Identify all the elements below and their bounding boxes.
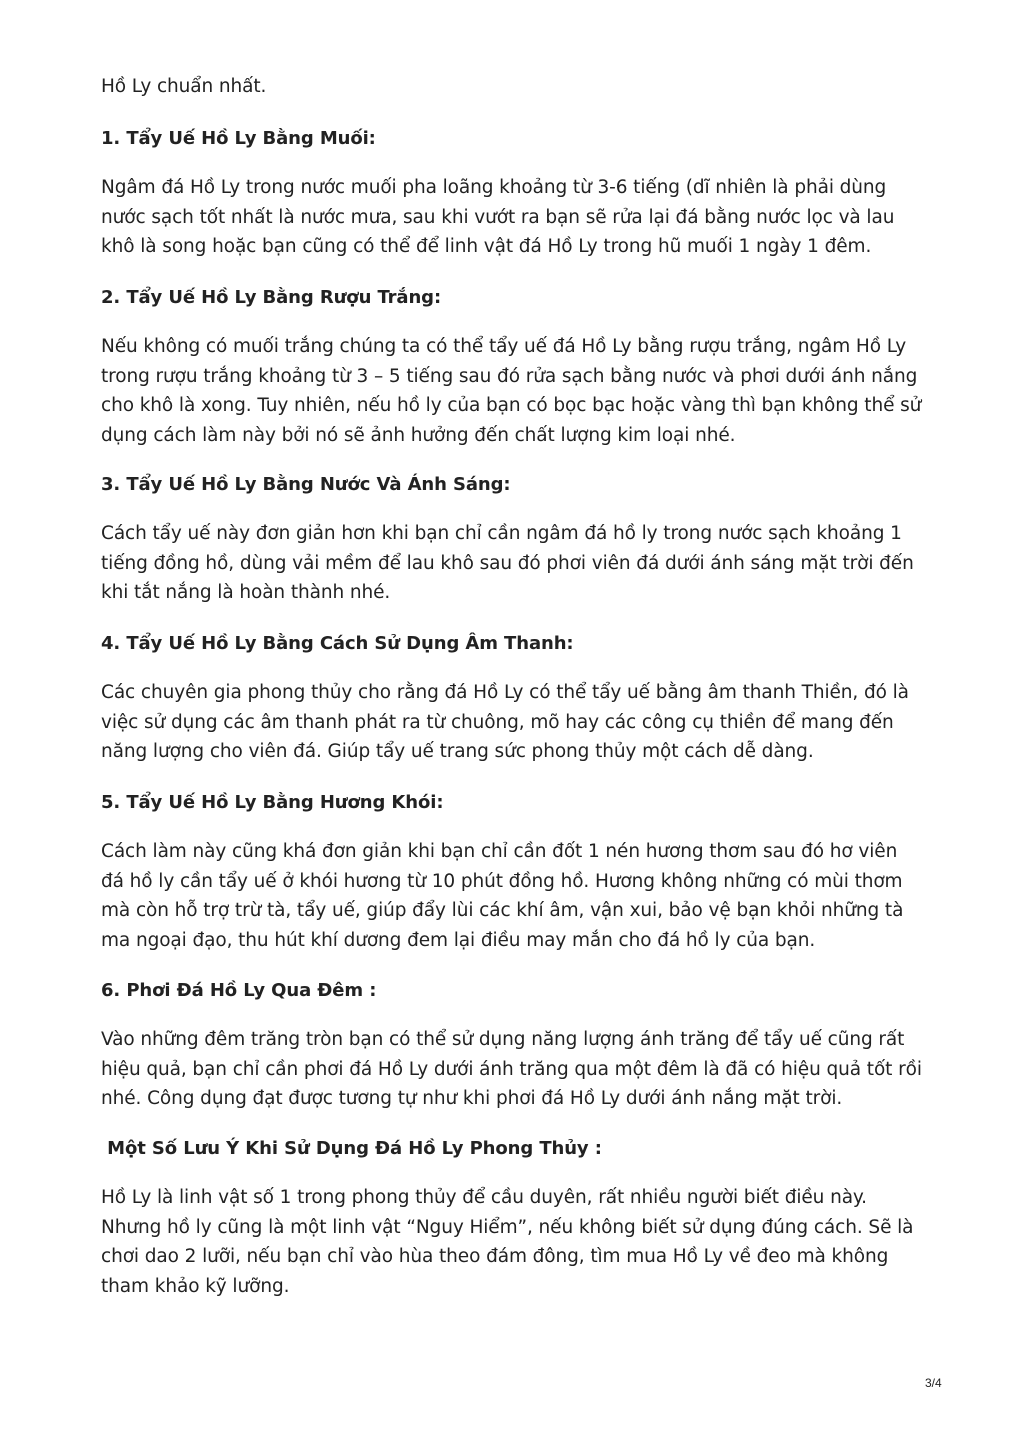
section-2-body: Nếu không có muối trắng chúng ta có thể tẩy uế đá Hồ Ly bằng rượu trắng, ngâm Hồ Ly trong rượu trắng khoảng từ 3 – 5 tiếng sau đó rửa sạch bằng nước và phơi dưới ánh nắng cho khô là xong. Tuy nhiên, nếu hồ ly của bạn có bọc bạc hoặc vàng thì bạn không thể sử dụng cách làm này bởi nó sẽ ảnh hưởng đến chất lượng kim loại nhé.	[101, 336, 922, 446]
section-6-heading: 6. Phơi Đá Hồ Ly Qua Đêm :	[101, 980, 377, 1001]
section-notes-heading: Một Số Lưu Ý Khi Sử Dụng Đá Hồ Ly Phong Thủy :	[101, 1138, 602, 1159]
section-1-body: Ngâm đá Hồ Ly trong nước muối pha loãng khoảng từ 3-6 tiếng (dĩ nhiên là phải dùng nước sạch tốt nhất là nước mưa, sau khi vướt ra bạn sẽ rửa lại đá bằng nước lọc và lau khô là song hoặc bạn cũng có thể để linh vật đá Hồ Ly trong hũ muối 1 ngày 1 đêm.	[101, 177, 895, 257]
section-3-heading: 3. Tẩy Uế Hồ Ly Bằng Nước Và Ánh Sáng:	[101, 474, 511, 495]
section-4-heading: 4. Tẩy Uế Hồ Ly Bằng Cách Sử Dụng Âm Thanh:	[101, 633, 574, 654]
intro-tail-text: Hồ Ly chuẩn nhất.	[101, 76, 267, 97]
page-number: 3/4	[925, 1376, 942, 1390]
section-6-body: Vào những đêm trăng tròn bạn có thể sử dụng năng lượng ánh trăng để tẩy uế cũng rất hiệu quả, bạn chỉ cần phơi đá Hồ Ly dưới ánh trăng qua một đêm là đã có hiệu quả tốt rồi nhé. Công dụng đạt được tương tự như khi phơi đá Hồ Ly dưới ánh nắng mặt trời.	[101, 1029, 922, 1109]
section-3-body: Cách tẩy uế này đơn giản hơn khi bạn chỉ cần ngâm đá hồ ly trong nước sạch khoảng 1 tiếng đồng hồ, dùng vải mềm để lau khô sau đó phơi viên đá dưới ánh sáng mặt trời đến khi tắt nắng là hoàn thành nhé.	[101, 523, 914, 603]
section-notes-body: Hồ Ly là linh vật số 1 trong phong thủy để cầu duyên, rất nhiều người biết điều này. Nhưng hồ ly cũng là một linh vật “Nguy Hiểm”, nếu không biết sử dụng đúng cách. Sẽ là chơi dao 2 lưỡi, nếu bạn chỉ vào hùa theo đám đông, tìm mua Hồ Ly về đeo mà không tham khảo kỹ lưỡng.	[101, 1187, 914, 1297]
section-1-heading: 1. Tẩy Uế Hồ Ly Bằng Muối:	[101, 128, 376, 149]
section-5-heading: 5. Tẩy Uế Hồ Ly Bằng Hương Khói:	[101, 792, 444, 813]
section-4-body: Các chuyên gia phong thủy cho rằng đá Hồ Ly có thể tẩy uế bằng âm thanh Thiền, đó là việc sử dụng các âm thanh phát ra từ chuông, mõ hay các công cụ thiền để mang đến năng lượng cho viên đá. Giúp tẩy uế trang sức phong thủy một cách dễ dàng.	[101, 682, 909, 762]
section-5-body: Cách làm này cũng khá đơn giản khi bạn chỉ cần đốt 1 nén hương thơm sau đó hơ viên đá hồ ly cần tẩy uế ở khói hương từ 10 phút đồng hồ. Hương không những có mùi thơm mà còn hỗ trợ trừ tà, tẩy uế, giúp đẩy lùi các khí âm, vận xui, bảo vệ bạn khỏi những tà ma ngoại đạo, thu hút khí dương đem lại điều may mắn cho đá hồ ly của bạn.	[101, 841, 904, 951]
section-2-heading: 2. Tẩy Uế Hồ Ly Bằng Rượu Trắng:	[101, 287, 442, 308]
